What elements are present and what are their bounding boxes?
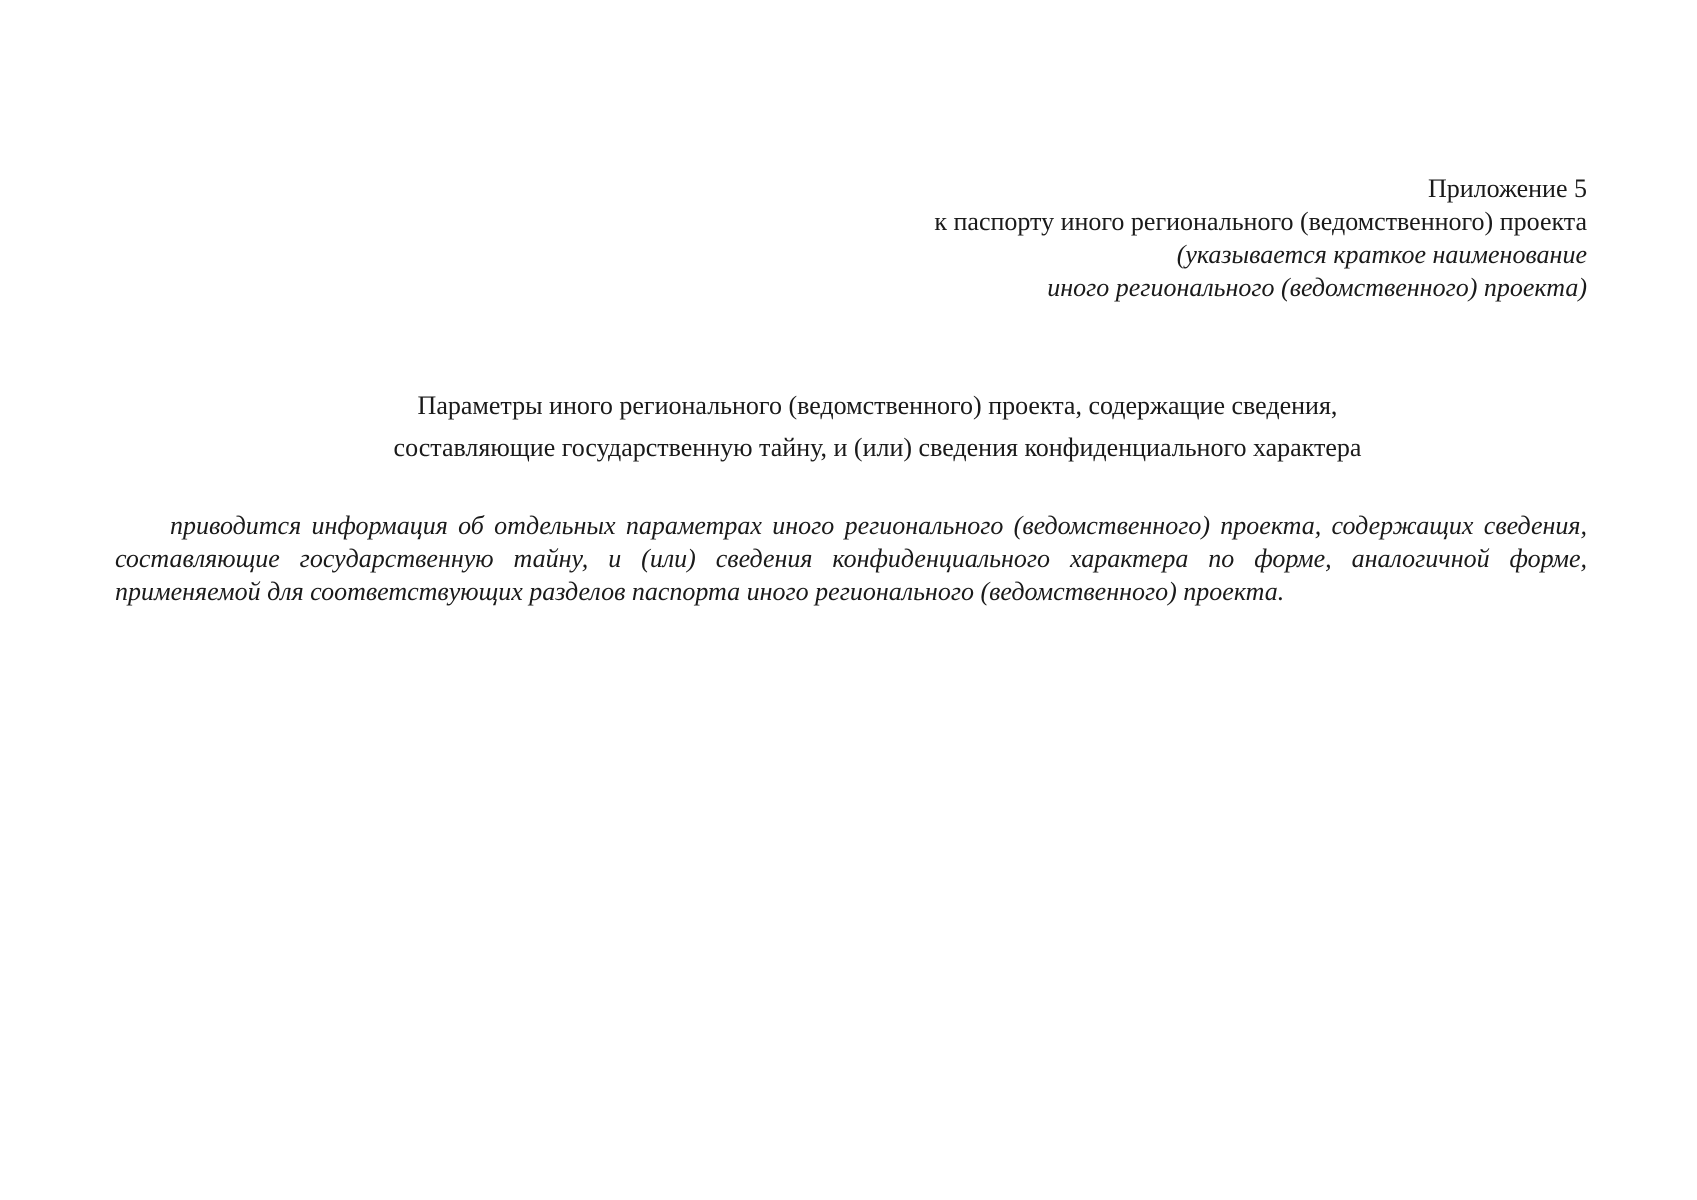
appendix-number: Приложение 5 bbox=[1427, 174, 1587, 203]
appendix-note-line1: (указывается краткое наименование bbox=[1176, 240, 1587, 269]
appendix-reference: к паспорту иного регионального (ведомственного) проекта bbox=[934, 207, 1587, 236]
appendix-note-line2: иного регионального (ведомственного) проекта) bbox=[1047, 273, 1587, 302]
title-line2: составляющие государственную тайну, и (или) сведения конфиденциального характера bbox=[393, 433, 1362, 462]
title-line1: Параметры иного регионального (ведомственного) проекта, содержащие сведения, bbox=[417, 391, 1338, 420]
body-paragraph: приводится информация об отдельных параметрах иного регионального (ведомственного) проекта, содержащих сведения, составляющие государственную тайну, и (или) сведения конфиденциального характера по форме, аналогичной форме, применяемой для соответствующих разделов паспорта иного регионального (ведомственного) проекта. bbox=[115, 511, 1587, 606]
appendix-header bbox=[687, 172, 1587, 304]
document-title bbox=[110, 385, 1645, 469]
